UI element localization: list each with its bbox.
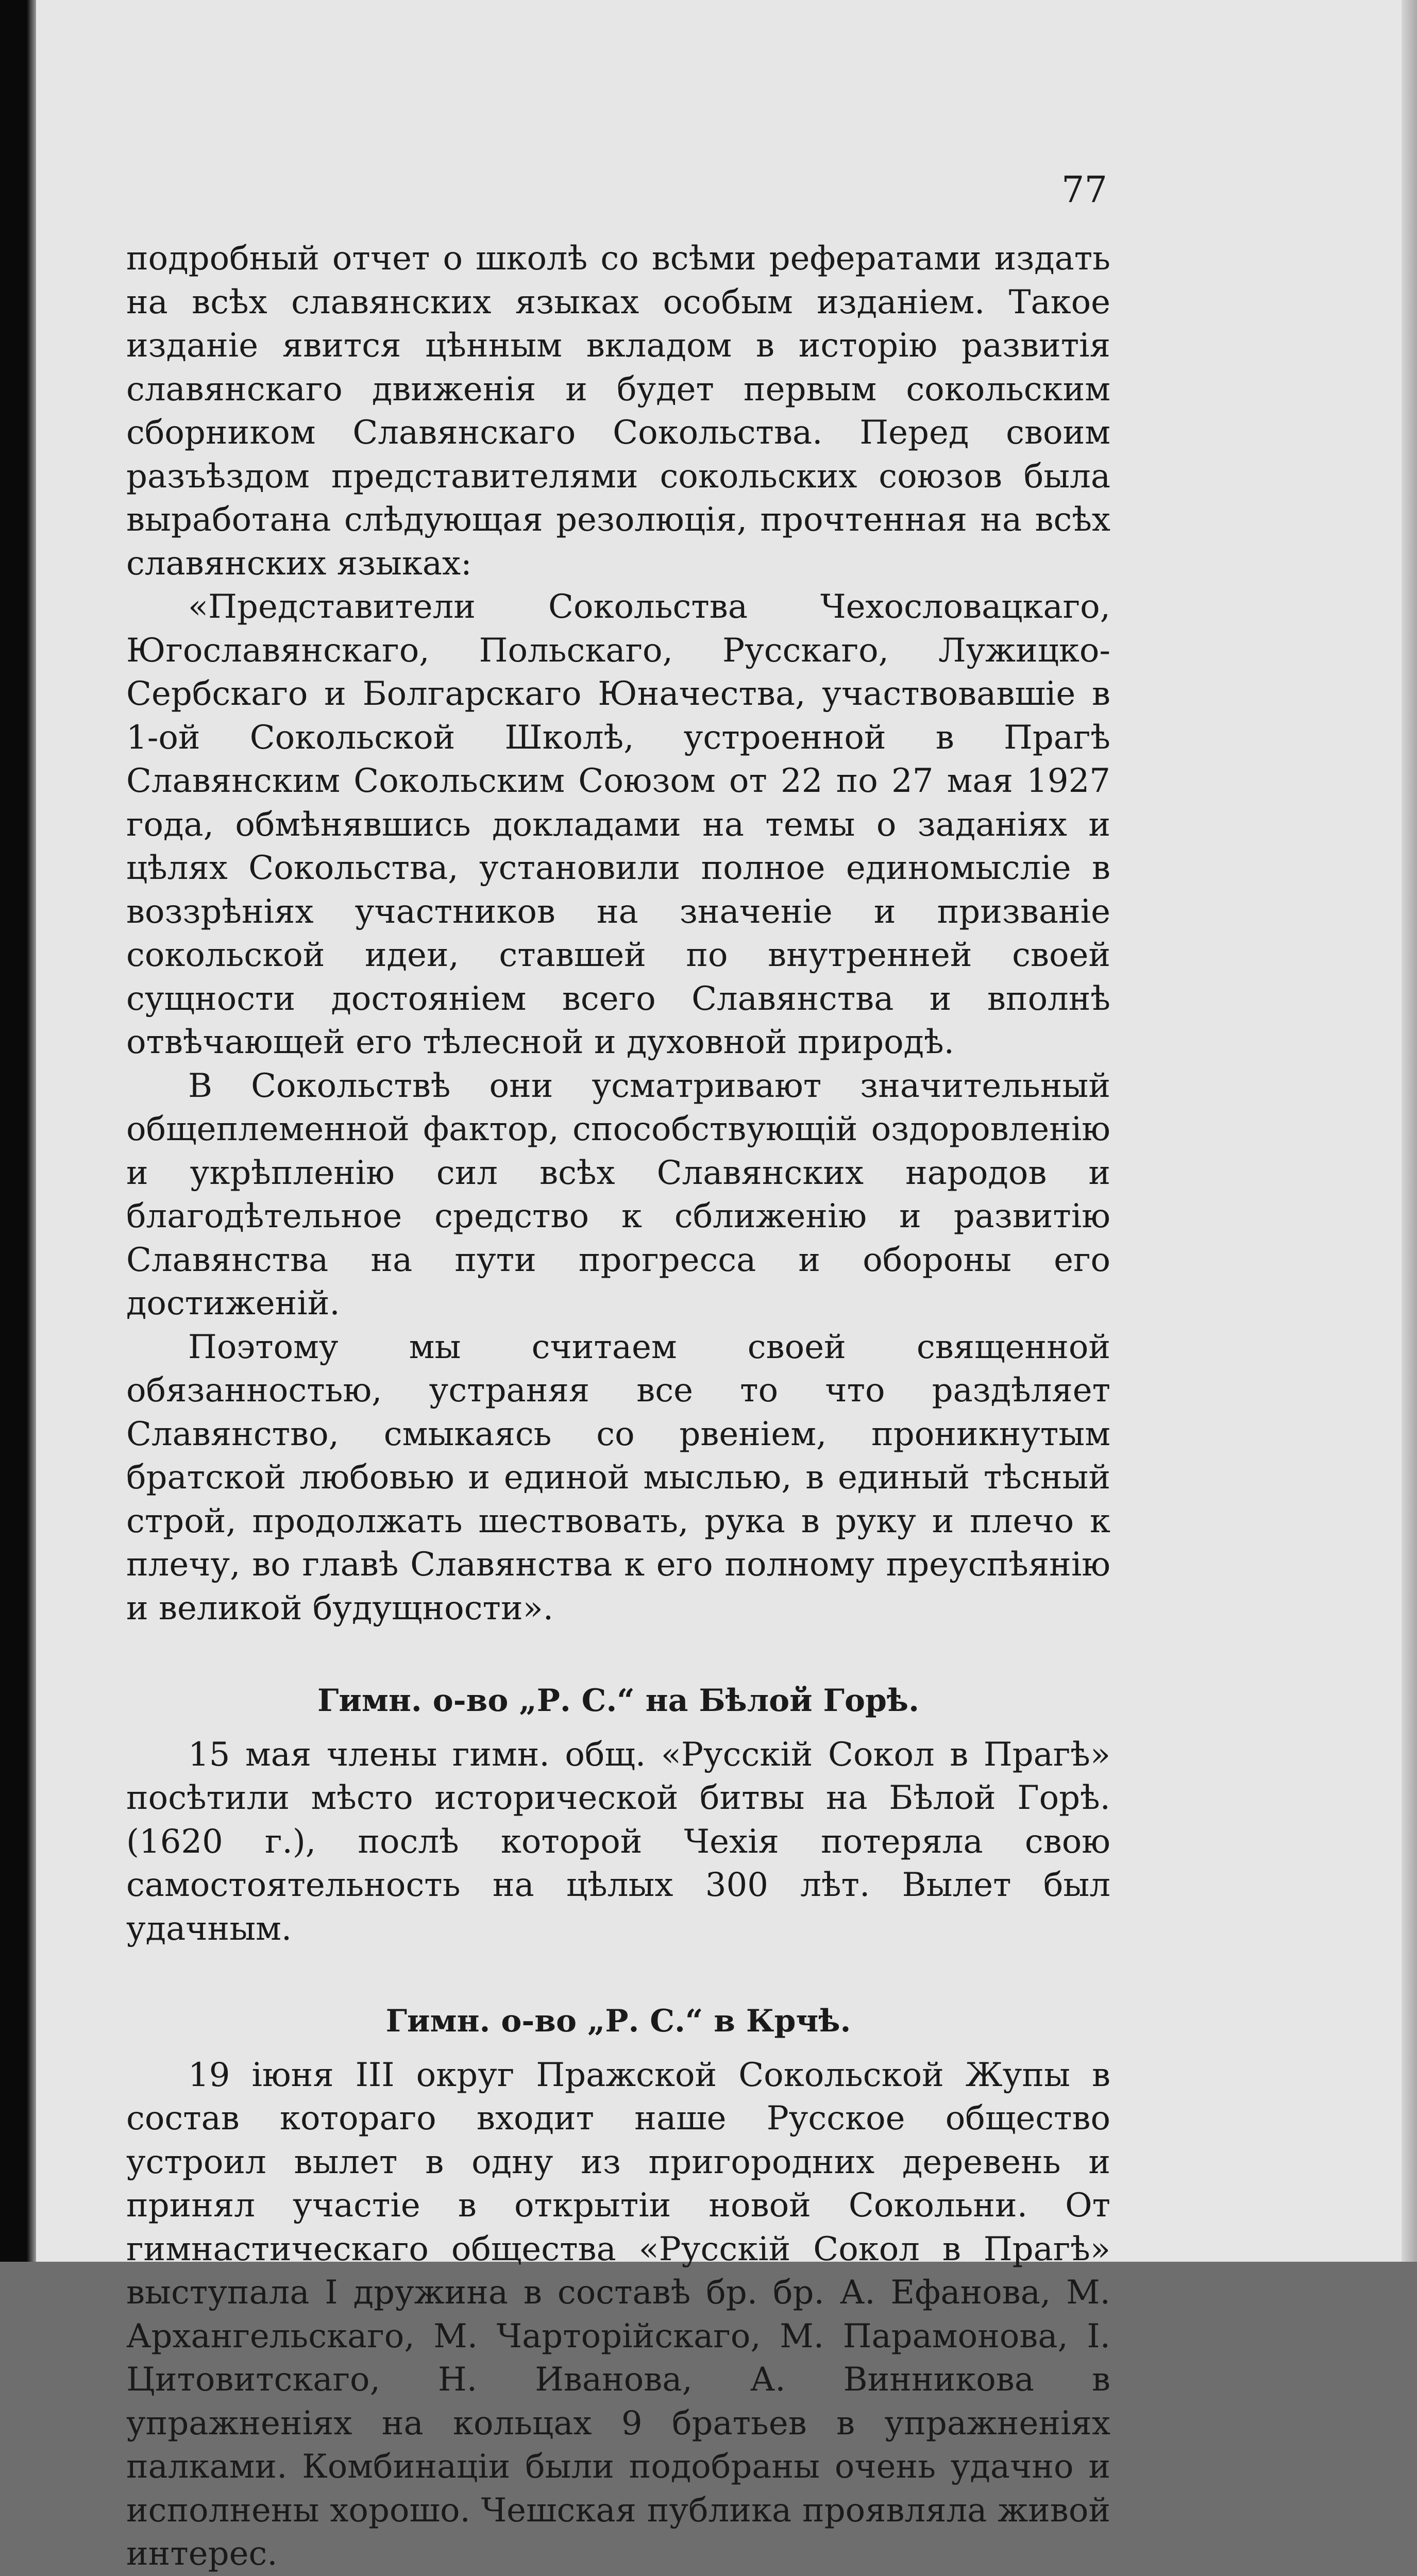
resolution-paragraph-2: В Сокольствѣ они усматривают значительный общеплеменной фактор, способствующій оздоровленію и укрѣпленію сил всѣх Славянских народов и благодѣтельное средство к сближенію и развитію Славянства на пути прогресса и обороны его достиженій. <box>126 1066 1110 1323</box>
spacer <box>126 1723 1110 1733</box>
spacer <box>126 2043 1110 2054</box>
resolution-paragraph-1: «Представители Сокольства Чехословацкаго, Югославянскаго, Польскаго, Русскаго, Лужицко-Сербскаго и Болгарскаго Юначества, участвовавшіе в 1-ой Сокольской Школѣ, устроенной в Прагѣ Славянским Сокольским Союзом от 22 по 27 мая 1927 года, обмѣнявшись докладами на темы о заданіях и цѣлях Сокольства, установили полное единомысліе в воззрѣніях участников на значеніе и призваніе сокольской идеи, ставшей по внутренней своей сущности достояніем всего Славянства и вполнѣ отвѣчающей его тѣлесной и духовной природѣ. <box>126 588 1110 1061</box>
body-text <box>126 237 1110 2576</box>
spacer <box>126 1951 1110 1999</box>
belaya-gora-paragraph: 15 мая члены гимн. общ. «Русскій Сокол в Прагѣ» посѣтили мѣсто исторической битвы на Бѣлой Горѣ. (1620 г.), послѣ которой Чехія потеряла свою самостоятельность на цѣлых 300 лѣт. Вылет был удачным. <box>126 1735 1110 1948</box>
binding-shadow <box>0 0 36 2262</box>
spacer <box>126 1630 1110 1679</box>
section-heading-belaya-gora: Гимн. о-во „Р. С.“ на Бѣлой Горѣ. <box>317 1683 920 1719</box>
page-edge <box>1402 0 1417 2262</box>
resolution-paragraph-3: Поэтому мы считаем своей священной обязанностью, устраняя все то что раздѣляет Славянство, смыкаясь со рвеніем, проникнутым братской любовью и единой мыслью, в единый тѣсный строй, продолжать шествовать, рука в руку и плечо к плечу, во главѣ Славянства к его полному преуспѣянію и великой будущности». <box>126 1328 1110 1628</box>
krch-paragraph: 19 іюня III округ Пражской Сокольской Жупы в состав котораго входит наше Русское общество устроил вылет в одну из пригородних деревень и принял участіе в открытіи новой Сокольни. От гимнастическаго общества «Русскій Сокол в Прагѣ» выступала I дружина в составѣ бр. бр. А. Ефанова, М. Архангельскаго, М. Чарторійскаго, М. Парамонова, І. Цитовитскаго, Н. Иванова, А. Винникова в упражненіях на кольцах 9 братьев в упражненіях палками. Комбинаціи были подобраны очень удачно и исполнены хорошо. Чешская публика проявляла живой интерес. <box>126 2056 1110 2573</box>
page-number: 77 <box>1061 168 1108 211</box>
section-heading-krch: Гимн. о-во „Р. С.“ в Крчѣ. <box>385 2003 851 2039</box>
paragraph-continuation: подробный отчет о школѣ со всѣми рефератами издать на всѣх славянских языках особым изданіем. Такое изданіе явится цѣнным вкладом в исторію развитія славянскаго движенія и будет первым сокольским сборником Славянскаго Сокольства. Перед своим разъѣздом представителями сокольских союзов была выработана слѣдующая резолюція, прочтенная на всѣх славянских языках: <box>126 240 1110 583</box>
